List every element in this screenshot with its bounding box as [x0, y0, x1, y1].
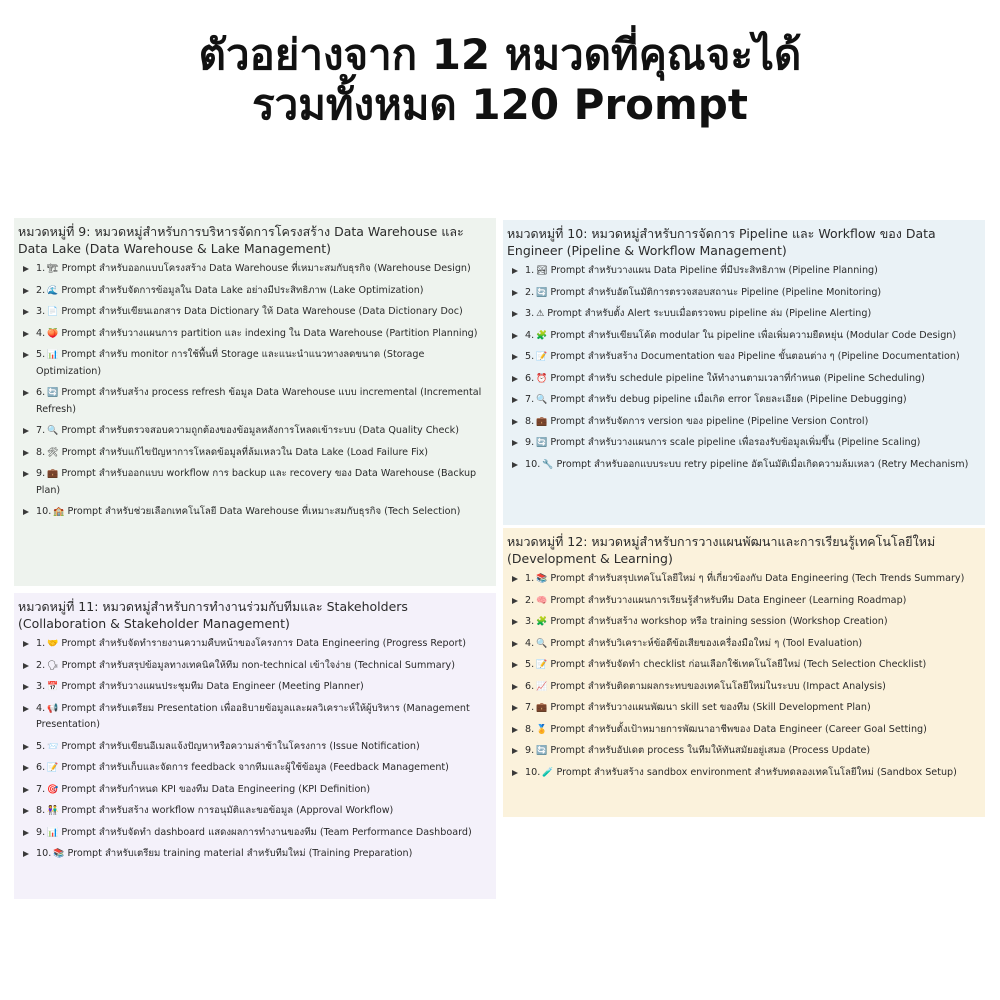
emoji-icon: 🔍	[47, 426, 59, 436]
emoji-icon: 🔍	[536, 395, 548, 405]
item-text: Prompt สำหรับตรวจสอบความถูกต้องของข้อมูลหลังการโหลดเข้าระบบ (Data Quality Check)	[61, 425, 459, 436]
toggle-list-item[interactable]	[18, 504, 492, 521]
headline-line-1: ตัวอย่างจาก 12 หมวดที่คุณจะได้	[198, 30, 802, 79]
toggle-triangle-icon[interactable]	[512, 705, 518, 711]
item-text: Prompt สำหรับกำหนด KPI ของทีม Data Engineering (KPI Definition)	[61, 783, 371, 795]
toggle-triangle-icon[interactable]	[23, 684, 29, 690]
headline-line-2: รวมทั้งหมด 120 Prompt	[252, 80, 748, 129]
item-number: 1.	[525, 573, 535, 584]
toggle-list-item[interactable]	[18, 445, 492, 462]
emoji-icon: 📄	[47, 307, 59, 317]
item-number: 10.	[525, 766, 541, 778]
emoji-icon: ⚠	[536, 309, 545, 319]
item-number: 4.	[525, 329, 535, 341]
toggle-triangle-icon[interactable]	[23, 765, 29, 771]
emoji-icon: ⏰	[536, 373, 548, 384]
category-title: หมวดหมู่ที่ 11: หมวดหมู่สำหรับการทำงานร่วมกับทีมและ Stakeholders (Collaboration & Stakeholder Management)	[18, 599, 408, 631]
toggle-triangle-icon[interactable]	[512, 727, 518, 733]
item-text: Prompt สำหรับเตรียม training material สำหรับทีมใหม่ (Training Preparation)	[67, 848, 413, 859]
item-number: 2.	[525, 286, 535, 298]
item-text: Prompt สำหรับช่วยเลือกเทคโนโลยี Data Warehouse ที่เหมาะสมกับธุรกิจ (Tech Selection)	[67, 506, 461, 517]
emoji-icon: 📚	[53, 849, 65, 859]
toggle-list-item[interactable]	[18, 636, 492, 653]
item-text: Prompt สำหรับสร้าง process refresh ข้อมูล Data Warehouse แบบ incremental (Incremental Refresh)	[36, 387, 482, 415]
toggle-list-item[interactable]	[507, 722, 981, 739]
emoji-icon: 🎯	[47, 784, 59, 795]
toggle-triangle-icon[interactable]	[512, 440, 518, 446]
item-number: 2.	[36, 659, 46, 671]
emoji-icon: 🗣	[47, 660, 59, 671]
item-text: Prompt สำหรับจัดการข้อมูลใน Data Lake อย่างมีประสิทธิภาพ (Lake Optimization)	[61, 284, 424, 296]
toggle-list-item[interactable]	[18, 739, 492, 756]
toggle-triangle-icon[interactable]	[512, 376, 518, 382]
item-text: Prompt สำหรับวางแผน Data Pipeline ที่มีประสิทธิภาพ (Pipeline Planning)	[550, 265, 878, 276]
item-number: 6.	[36, 387, 46, 398]
toggle-triangle-icon[interactable]	[23, 808, 29, 814]
toggle-triangle-icon[interactable]	[23, 428, 29, 434]
item-number: 8.	[525, 723, 535, 735]
emoji-icon: 🔍	[536, 638, 548, 649]
item-number: 6.	[525, 372, 535, 384]
toggle-list-item[interactable]	[507, 306, 981, 323]
toggle-list-item[interactable]	[507, 285, 981, 302]
item-text: Prompt สำหรับออกแบบระบบ retry pipeline อัตโนมัติเมื่อเกิดความล้มเหลว (Retry Mechanism)	[556, 458, 969, 470]
toggle-triangle-icon[interactable]	[23, 450, 29, 456]
item-text: Prompt สำหรับวิเคราะห์ข้อดีข้อเสียของเครื่องมือใหม่ ๆ (Tool Evaluation)	[550, 637, 863, 649]
emoji-icon: 📚	[536, 574, 548, 584]
item-number: 6.	[525, 680, 535, 692]
toggle-triangle-icon[interactable]	[512, 419, 518, 425]
toggle-list-item[interactable]	[507, 435, 981, 452]
toggle-triangle-icon[interactable]	[23, 744, 29, 750]
item-number: 8.	[525, 415, 535, 427]
item-text: Prompt สำหรับจัดการ version ของ pipeline (Pipeline Version Control)	[550, 415, 869, 427]
emoji-icon: 💼	[536, 703, 548, 713]
emoji-icon: 📅	[47, 682, 59, 692]
toggle-triangle-icon[interactable]	[512, 770, 518, 776]
item-number: 9.	[36, 826, 46, 838]
item-number: 5.	[36, 740, 46, 752]
toggle-list-item[interactable]	[507, 457, 981, 474]
emoji-icon: 📢	[47, 703, 59, 714]
emoji-icon: 🧩	[536, 330, 548, 341]
emoji-icon: 📊	[47, 827, 59, 838]
toggle-list-item[interactable]	[507, 636, 981, 653]
item-list	[507, 571, 981, 781]
emoji-icon: 🔄	[536, 287, 548, 298]
item-number: 4.	[36, 327, 46, 339]
toggle-triangle-icon[interactable]	[512, 576, 518, 582]
item-number: 3.	[525, 308, 535, 319]
emoji-icon: 🏗	[47, 264, 59, 274]
item-text: Prompt สำหรับออกแบบโครงสร้าง Data Warehouse ที่เหมาะสมกับธุรกิจ (Warehouse Design)	[61, 263, 471, 274]
item-text: Prompt สำหรับออกแบบ workflow การ backup และ recovery ของ Data Warehouse (Backup Plan)	[36, 468, 477, 496]
category-panel-10	[503, 220, 985, 525]
item-text: Prompt สำหรับจัดทำ dashboard แสดงผลการทำงานของทีม (Team Performance Dashboard)	[61, 826, 472, 838]
toggle-list-item[interactable]	[18, 825, 492, 842]
toggle-list-item[interactable]	[18, 261, 492, 278]
toggle-triangle-icon[interactable]	[23, 663, 29, 669]
toggle-list-item[interactable]	[507, 657, 981, 674]
toggle-triangle-icon[interactable]	[512, 290, 518, 296]
toggle-triangle-icon[interactable]	[512, 662, 518, 668]
toggle-triangle-icon[interactable]	[512, 354, 518, 360]
emoji-icon: 📝	[536, 352, 548, 362]
item-text: Prompt สำหรับสร้าง workshop หรือ training session (Workshop Creation)	[550, 616, 888, 627]
item-text: Prompt สำหรับสร้าง sandbox environment สำหรับทดลองเทคโนโลยีใหม่ (Sandbox Setup)	[556, 766, 957, 778]
item-text: Prompt สำหรับวางแผนการ partition และ indexing ใน Data Warehouse (Partition Planning)	[61, 327, 478, 339]
toggle-list-item[interactable]	[18, 304, 492, 321]
toggle-list-item[interactable]	[507, 614, 981, 631]
item-number: 8.	[36, 805, 46, 816]
toggle-list-item[interactable]	[507, 679, 981, 696]
toggle-triangle-icon[interactable]	[23, 471, 29, 477]
category-panel-12	[503, 528, 985, 817]
item-number: 9.	[36, 468, 46, 479]
toggle-triangle-icon[interactable]	[512, 684, 518, 690]
item-number: 9.	[525, 745, 535, 756]
toggle-list-item[interactable]	[18, 283, 492, 300]
emoji-icon: 📝	[536, 660, 548, 670]
item-text: Prompt สำหรับจัดทำ checklist ก่อนเลือกใช้เทคโนโลยีใหม่ (Tech Selection Checklist)	[550, 659, 927, 670]
toggle-list-item[interactable]	[18, 423, 492, 440]
toggle-list-item[interactable]	[507, 700, 981, 717]
item-text: Prompt สำหรับ monitor การใช้พื้นที่ Storage และแนะนำแนวทางลดขนาด (Storage Optimization)	[36, 349, 425, 377]
headline	[0, 30, 1000, 130]
toggle-triangle-icon[interactable]	[23, 851, 29, 857]
item-number: 10.	[36, 506, 52, 517]
toggle-triangle-icon[interactable]	[512, 598, 518, 604]
item-text: Prompt สำหรับอัปเดต process ในทีมให้ทันสมัยอยู่เสมอ (Process Update)	[550, 745, 871, 756]
toggle-triangle-icon[interactable]	[512, 462, 518, 468]
emoji-icon: 📈	[536, 681, 548, 692]
item-number: 9.	[525, 437, 535, 448]
item-text: Prompt สำหรับแก้ไขปัญหาการโหลดข้อมูลที่ล้มเหลวใน Data Lake (Load Failure Fix)	[61, 446, 429, 458]
toggle-triangle-icon[interactable]	[512, 333, 518, 339]
item-text: Prompt สำหรับวางแผนการ scale pipeline เพื่อรองรับข้อมูลเพิ่มขึ้น (Pipeline Scaling)	[550, 437, 921, 448]
item-number: 7.	[525, 394, 535, 405]
item-text: Prompt สำหรับอัตโนมัติการตรวจสอบสถานะ Pipeline (Pipeline Monitoring)	[550, 286, 882, 298]
category-title: หมวดหมู่ที่ 10: หมวดหมู่สำหรับการจัดการ Pipeline และ Workflow ของ Data Engineer (Pipeline & Workflow Management)	[507, 226, 936, 258]
toggle-triangle-icon[interactable]	[23, 830, 29, 836]
item-number: 7.	[525, 702, 535, 713]
toggle-list-item[interactable]	[18, 326, 492, 343]
toggle-triangle-icon[interactable]	[23, 706, 29, 712]
item-text: Prompt สำหรับตั้ง Alert ระบบเมื่อตรวจพบ pipeline ล่ม (Pipeline Alerting)	[547, 308, 872, 319]
emoji-icon: 🧪	[542, 767, 554, 778]
emoji-icon: 💼	[536, 416, 548, 427]
item-text: Prompt สำหรับสร้าง Documentation ของ Pipeline ขั้นตอนต่าง ๆ (Pipeline Documentation)	[550, 351, 960, 362]
toggle-list-item[interactable]	[18, 846, 492, 863]
emoji-icon: 🧩	[536, 617, 548, 627]
toggle-list-item[interactable]	[18, 760, 492, 777]
item-text: Prompt สำหรับจัดทำรายงานความคืบหน้าของโครงการ Data Engineering (Progress Report)	[61, 638, 466, 649]
item-text: Prompt สำหรับเก็บและจัดการ feedback จากทีมและผู้ใช้ข้อมูล (Feedback Management)	[61, 762, 449, 773]
emoji-icon: 🧠	[536, 595, 548, 606]
toggle-list-item[interactable]	[18, 466, 492, 499]
item-list	[18, 261, 492, 521]
item-number: 4.	[525, 637, 535, 649]
item-text: Prompt สำหรับเตรียม Presentation เพื่ออธิบายข้อมูลและผลวิเคราะห์ให้ผู้บริหาร (Management Presentation)	[36, 702, 470, 730]
item-text: Prompt สำหรับวางแผนพัฒนา skill set ของทีม (Skill Development Plan)	[550, 702, 871, 713]
toggle-list-item[interactable]	[18, 701, 492, 734]
toggle-triangle-icon[interactable]	[23, 641, 29, 647]
toggle-list-item[interactable]	[507, 392, 981, 409]
toggle-triangle-icon[interactable]	[23, 390, 29, 396]
item-text: Prompt สำหรับ schedule pipeline ให้ทำงานตามเวลาที่กำหนด (Pipeline Scheduling)	[550, 372, 925, 384]
item-text: Prompt สำหรับเขียนอีเมลแจ้งปัญหาหรือความล่าช้าในโครงการ (Issue Notification)	[61, 740, 420, 752]
emoji-icon: 👫	[47, 806, 59, 816]
item-number: 2.	[36, 284, 46, 296]
item-text: Prompt สำหรับติดตามผลกระทบของเทคโนโลยีใหม่ในระบบ (Impact Analysis)	[550, 680, 886, 692]
toggle-triangle-icon[interactable]	[23, 352, 29, 358]
item-number: 5.	[36, 349, 46, 360]
item-number: 4.	[36, 702, 46, 714]
item-text: Prompt สำหรับตั้งเป้าหมายการพัฒนาอาชีพของ Data Engineer (Career Goal Setting)	[550, 723, 927, 735]
item-number: 7.	[36, 783, 46, 795]
category-title: หมวดหมู่ที่ 9: หมวดหมู่สำหรับการบริหารจัดการโครงสร้าง Data Warehouse และ Data Lake (Data Warehouse & Lake Management)	[18, 224, 464, 256]
item-number: 2.	[525, 594, 535, 606]
toggle-triangle-icon[interactable]	[512, 641, 518, 647]
emoji-icon: 🌊	[47, 285, 59, 296]
emoji-icon: 🏅	[536, 724, 548, 735]
item-number: 1.	[36, 263, 46, 274]
toggle-triangle-icon[interactable]	[23, 331, 29, 337]
item-text: Prompt สำหรับวางแผนประชุมทีม Data Engineer (Meeting Planner)	[61, 681, 364, 692]
toggle-triangle-icon[interactable]	[23, 309, 29, 315]
toggle-list-item[interactable]	[18, 803, 492, 820]
toggle-list-item[interactable]	[507, 765, 981, 782]
item-number: 6.	[36, 762, 46, 773]
emoji-icon: 🍑	[47, 328, 59, 339]
toggle-triangle-icon[interactable]	[512, 748, 518, 754]
toggle-list-item[interactable]	[18, 385, 492, 418]
toggle-list-item[interactable]	[507, 593, 981, 610]
toggle-list-item[interactable]	[18, 782, 492, 799]
emoji-icon: 🤝	[47, 639, 59, 649]
category-panel-9	[14, 218, 496, 586]
toggle-triangle-icon[interactable]	[512, 397, 518, 403]
emoji-icon: 💼	[47, 469, 59, 479]
emoji-icon: 🔄	[47, 388, 59, 398]
item-number: 3.	[36, 306, 46, 317]
item-text: Prompt สำหรับสรุปเทคโนโลยีใหม่ ๆ ที่เกี่ยวข้องกับ Data Engineering (Tech Trends Summary)	[550, 573, 965, 584]
item-number: 1.	[36, 638, 46, 649]
category-panel-11	[14, 593, 496, 899]
emoji-icon: 📨	[47, 741, 59, 752]
toggle-list-item[interactable]	[18, 658, 492, 675]
toggle-list-item[interactable]	[507, 349, 981, 366]
emoji-icon: 🛠	[47, 447, 59, 458]
toggle-triangle-icon[interactable]	[512, 268, 518, 274]
category-title: หมวดหมู่ที่ 12: หมวดหมู่สำหรับการวางแผนพัฒนาและการเรียนรู้เทคโนโลยีใหม่ (Development & Learning)	[507, 534, 936, 566]
item-text: Prompt สำหรับเขียนเอกสาร Data Dictionary ให้ Data Warehouse (Data Dictionary Doc)	[61, 306, 463, 317]
toggle-list-item[interactable]	[507, 414, 981, 431]
toggle-list-item[interactable]	[507, 263, 981, 280]
item-text: Prompt สำหรับสร้าง workflow การอนุมัติและขอข้อมูล (Approval Workflow)	[61, 805, 394, 816]
item-text: Prompt สำหรับสรุปข้อมูลทางเทคนิคให้ทีม non-technical เข้าใจง่าย (Technical Summary)	[61, 659, 455, 671]
item-list	[18, 636, 492, 863]
emoji-icon: 📝	[47, 763, 59, 773]
item-text: Prompt สำหรับเขียนโค้ด modular ใน pipeline เพื่อเพิ่มความยืดหยุ่น (Modular Code Design)	[550, 329, 957, 341]
toggle-triangle-icon[interactable]	[23, 787, 29, 793]
emoji-icon: 🔧	[542, 459, 554, 470]
item-number: 10.	[36, 848, 52, 859]
item-text: Prompt สำหรับ debug pipeline เมื่อเกิด error โดยละเอียด (Pipeline Debugging)	[550, 394, 907, 405]
toggle-triangle-icon[interactable]	[512, 311, 518, 317]
toggle-triangle-icon[interactable]	[23, 509, 29, 515]
item-number: 3.	[36, 681, 46, 692]
toggle-list-item[interactable]	[507, 571, 981, 588]
item-list	[507, 263, 981, 473]
item-number: 1.	[525, 265, 535, 276]
emoji-icon: 🏞	[536, 266, 548, 276]
toggle-triangle-icon[interactable]	[23, 288, 29, 294]
item-number: 8.	[36, 446, 46, 458]
item-number: 7.	[36, 425, 46, 436]
emoji-icon: 🏫	[53, 507, 65, 517]
toggle-triangle-icon[interactable]	[512, 619, 518, 625]
item-number: 3.	[525, 616, 535, 627]
emoji-icon: 🔄	[536, 438, 548, 448]
toggle-list-item[interactable]	[507, 328, 981, 345]
toggle-list-item[interactable]	[18, 679, 492, 696]
emoji-icon: 🔄	[536, 746, 548, 756]
toggle-list-item[interactable]	[18, 347, 492, 380]
item-number: 5.	[525, 351, 535, 362]
emoji-icon: 📊	[47, 350, 59, 360]
item-number: 5.	[525, 659, 535, 670]
item-number: 10.	[525, 458, 541, 470]
item-text: Prompt สำหรับวางแผนการเรียนรู้สำหรับทีม Data Engineer (Learning Roadmap)	[550, 594, 907, 606]
toggle-list-item[interactable]	[507, 371, 981, 388]
toggle-list-item[interactable]	[507, 743, 981, 760]
toggle-triangle-icon[interactable]	[23, 266, 29, 272]
